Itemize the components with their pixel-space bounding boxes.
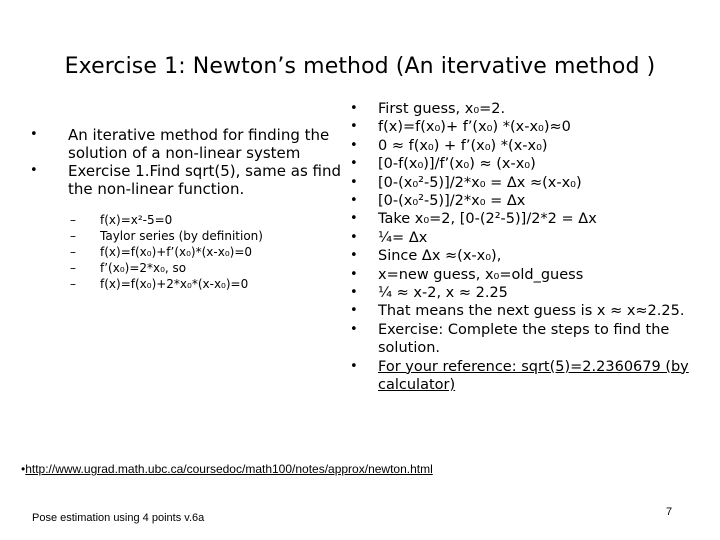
- bullet-text: Take x₀=2, [0-(2²-5)]/2*2 = Δx: [378, 211, 597, 228]
- bullet-text: Exercise: Complete the steps to find the solution.: [378, 321, 670, 357]
- bullet-text: First guess, x₀=2.: [378, 101, 506, 117]
- bullet-item: • ¼ ≈ x-2, x ≈ 2.25: [350, 285, 508, 302]
- bullet-text: ¼= Δx: [378, 229, 428, 246]
- bullet-item: • That means the next guess is x ≈ x≈2.25.: [350, 303, 685, 320]
- bullet-item: • 0 ≈ f(x₀) + f’(x₀) *(x-x₀): [350, 137, 548, 154]
- sub-item: – f(x)=f(x₀)+2*x₀*(x-x₀)=0: [70, 277, 249, 291]
- bullet-item: • Take x₀=2, [0-(2²-5)]/2*2 = Δx: [350, 211, 597, 228]
- reference-text: For your reference: sqrt(5)=2.2360679 (by calculator): [378, 358, 689, 394]
- bullet-dot: •: [30, 163, 38, 178]
- bullet-item: • [0-f(x₀)]/f’(x₀) ≈ (x-x₀): [350, 156, 536, 173]
- bullet-item: [30, 162, 360, 198]
- reference-link-block: [21, 460, 433, 478]
- bullet-text: That means the next guess is x ≈ x≈2.25.: [378, 303, 685, 320]
- sub-item: – f’(x₀)=2*x₀, so: [70, 261, 187, 275]
- bullet-text: Since Δx ≈(x-x₀),: [378, 248, 502, 265]
- footer-caption: Pose estimation using 4 points v.6a: [32, 512, 205, 524]
- sub-item-text: f(x)=f(x₀)+f’(x₀)*(x-x₀)=0: [100, 245, 253, 259]
- sub-item-text: f’(x₀)=2*x₀, so: [100, 261, 187, 275]
- bullet-text: f(x)=f(x₀)+ f’(x₀) *(x-x₀)≈0: [378, 119, 571, 136]
- bullet-item: • ¼= Δx: [350, 229, 428, 246]
- bullet-item: • [0-(x₀²-5)]/2*x₀ = Δx: [350, 193, 526, 210]
- bullet-text: An iterative method for finding the solution of a non-linear system: [68, 126, 330, 162]
- sub-item-text: f(x)=x²-5=0: [100, 213, 173, 227]
- link-bullet-dot: •: [21, 462, 26, 476]
- bullet-item: • Exercise: Complete the steps to find the solution.: [350, 321, 670, 357]
- bullet-text: [0-(x₀²-5)]/2*x₀ = Δx: [378, 193, 526, 210]
- sub-item-text: f(x)=f(x₀)+2*x₀*(x-x₀)=0: [100, 277, 249, 291]
- sub-item: – Taylor series (by definition): [70, 229, 263, 243]
- bullet-item: • Since Δx ≈(x-x₀),: [350, 248, 502, 265]
- bullet-text: 0 ≈ f(x₀) + f’(x₀) *(x-x₀): [378, 137, 548, 154]
- left-column: [30, 126, 360, 292]
- reference-link[interactable]: http://www.ugrad.math.ubc.ca/coursedoc/math100/notes/approx/newton.html: [25, 462, 433, 476]
- bullet-item: • For your reference: sqrt(5)=2.2360679 (by calculator): [350, 358, 689, 394]
- page-number: 7: [666, 506, 673, 518]
- bullet-dot: •: [30, 127, 38, 142]
- right-column: [350, 100, 690, 395]
- bullet-text: ¼ ≈ x-2, x ≈ 2.25: [378, 285, 508, 302]
- slide-title: Exercise 1: Newton’s method (An itervative method ): [64, 54, 656, 79]
- sub-item: – f(x)=f(x₀)+f’(x₀)*(x-x₀)=0: [70, 245, 253, 259]
- bullet-text: [0-f(x₀)]/f’(x₀) ≈ (x-x₀): [378, 156, 536, 173]
- bullet-item: • f(x)=f(x₀)+ f’(x₀) *(x-x₀)≈0: [350, 119, 571, 136]
- bullet-text: x=new guess, x₀=old_guess: [378, 266, 584, 283]
- bullet-text: [0-(x₀²-5)]/2*x₀ = Δx ≈(x-x₀): [378, 174, 582, 191]
- bullet-item: • First guess, x₀=2.: [350, 101, 506, 117]
- bullet-item: • x=new guess, x₀=old_guess: [350, 266, 584, 283]
- bullet-item: • [0-(x₀²-5)]/2*x₀ = Δx ≈(x-x₀): [350, 174, 582, 191]
- bullet-text: Exercise 1.Find sqrt(5), same as find the non-linear function.: [68, 162, 342, 198]
- sub-item-text: Taylor series (by definition): [100, 229, 263, 243]
- sub-item: – f(x)=x²-5=0: [70, 213, 173, 227]
- bullet-item: [30, 126, 360, 162]
